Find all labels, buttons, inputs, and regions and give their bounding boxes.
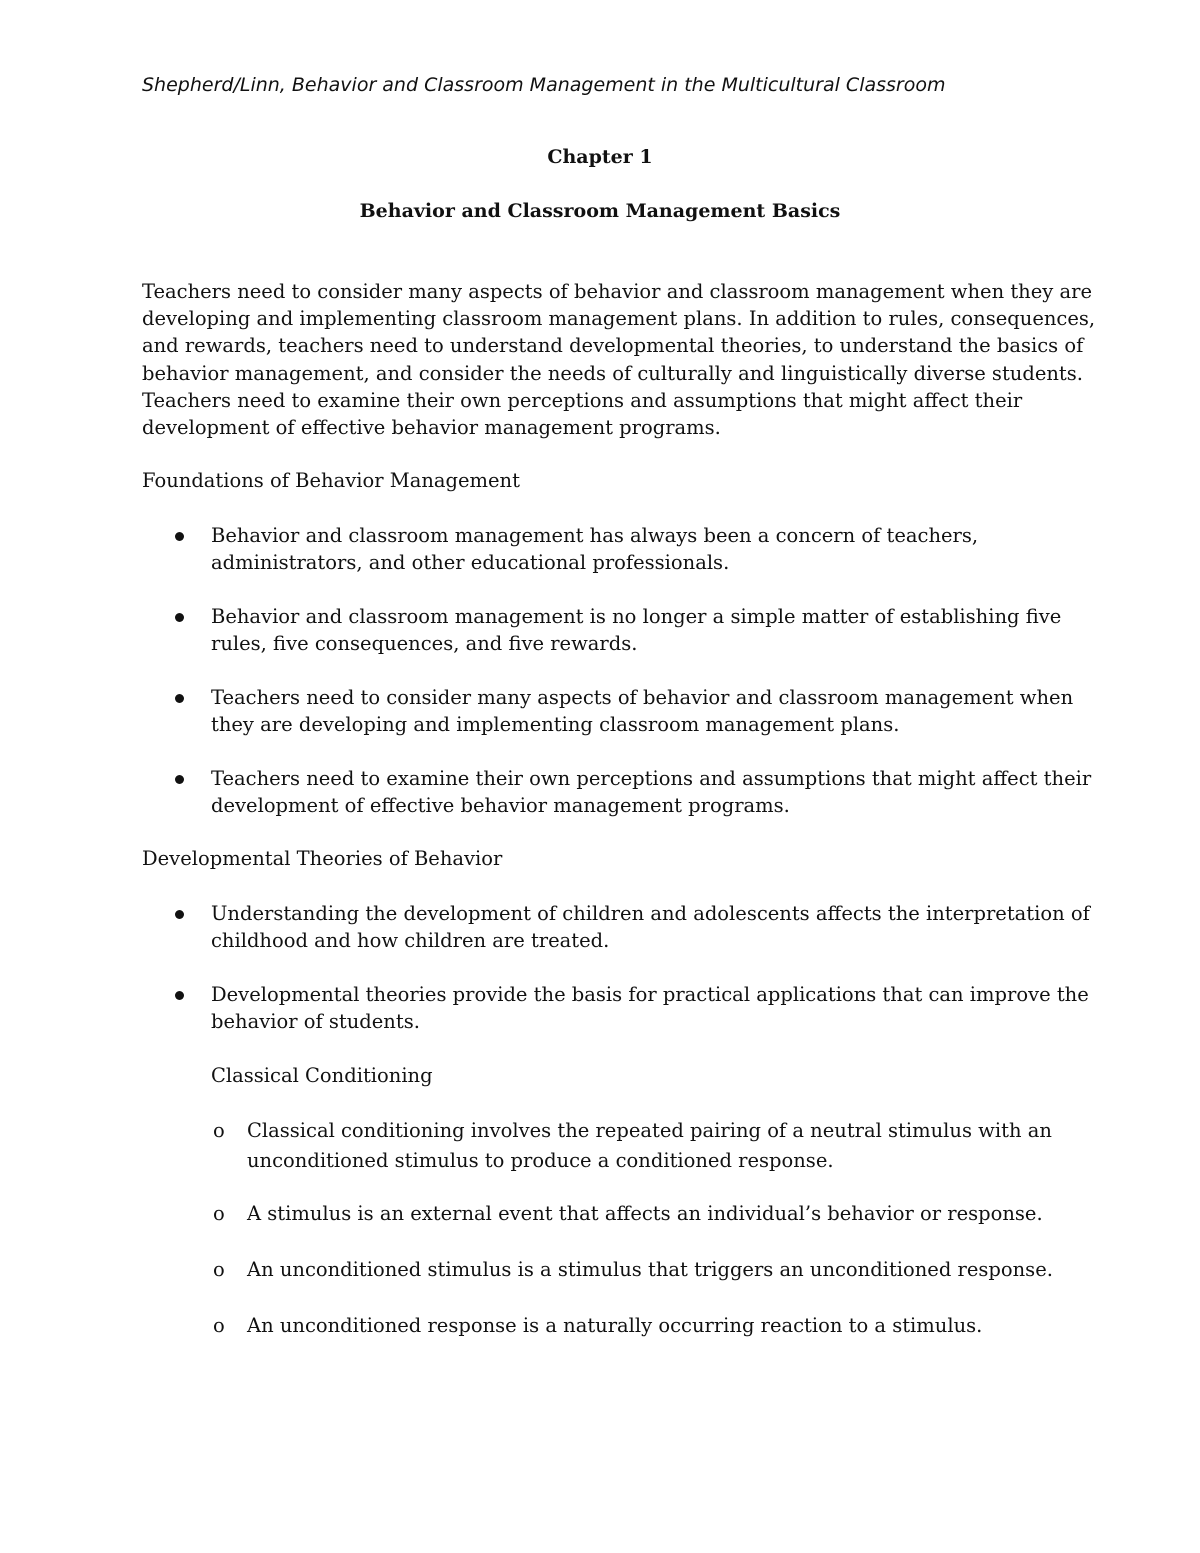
bullet-line: they are developing and implementing classroom management plans.: [211, 713, 900, 736]
sub-bullet-text: [247, 1199, 1043, 1229]
sub-bullet-line: An unconditioned response is a naturally occurring reaction to a stimulus.: [247, 1314, 983, 1337]
bullet-line: behavior of students.: [211, 1010, 420, 1033]
intro-line: Teachers need to consider many aspects of behavior and classroom management when they are: [142, 280, 1092, 303]
bullet-line: administrators, and other educational professionals.: [211, 551, 730, 574]
sub-bullet-line: Classical conditioning involves the repeated pairing of a neutral stimulus with an: [247, 1119, 1052, 1142]
chapter-title: Chapter 1: [547, 146, 653, 168]
bullet-text: [211, 765, 1091, 819]
intro-line: development of effective behavior management programs.: [142, 416, 721, 440]
bullet-line: Understanding the development of children and adolescents affects the interpretation of: [211, 902, 1090, 925]
bullet-text: [211, 981, 1089, 1035]
intro-paragraph: [142, 278, 1096, 441]
bullet-dot-icon: [175, 775, 184, 784]
bullet-text: [211, 900, 1090, 954]
circle-bullet-icon: o: [213, 1258, 225, 1281]
running-header: Shepherd/Linn, Behavior and Classroom Management in the Multicultural Classroom: [142, 74, 946, 96]
bullet-line: Teachers need to consider many aspects of behavior and classroom management when: [211, 686, 1074, 709]
bullet-dot-icon: [175, 532, 184, 541]
bullet-line: development of effective behavior management programs.: [211, 794, 790, 817]
bullet-line: rules, five consequences, and five rewards.: [211, 632, 638, 655]
circle-bullet-icon: o: [213, 1119, 225, 1142]
intro-line: developing and implementing classroom management plans. In addition to rules, consequences,: [142, 307, 1096, 331]
sub-bullet-text: [247, 1116, 1052, 1176]
sub-bullet-line: A stimulus is an external event that affects an individual’s behavior or response.: [247, 1202, 1043, 1225]
sub-bullet-line: An unconditioned stimulus is a stimulus that triggers an unconditioned response.: [247, 1258, 1053, 1281]
subsection-heading-classical-conditioning: Classical Conditioning: [211, 1064, 433, 1087]
bullet-line: Teachers need to examine their own perceptions and assumptions that might affect their: [211, 767, 1092, 790]
section-heading-developmental: Developmental Theories of Behavior: [142, 847, 503, 870]
bullet-text: [211, 684, 1073, 738]
circle-bullet-icon: o: [213, 1314, 225, 1337]
bullet-text: [211, 522, 978, 576]
bullet-line: Developmental theories provide the basis for practical applications that can improve the: [211, 983, 1089, 1006]
bullet-dot-icon: [175, 991, 184, 1000]
intro-line: and rewards, teachers need to understand developmental theories, to understand the basics of: [142, 334, 1084, 358]
bullet-line: Behavior and classroom management has always been a concern of teachers,: [211, 524, 979, 547]
bullet-dot-icon: [175, 613, 184, 622]
circle-bullet-icon: o: [213, 1202, 225, 1225]
sub-bullet-text: [247, 1255, 1053, 1285]
bullet-dot-icon: [175, 694, 184, 703]
chapter-subtitle: Behavior and Classroom Management Basics: [359, 200, 841, 222]
sub-bullet-text: [247, 1311, 982, 1341]
section-heading-foundations: Foundations of Behavior Management: [142, 469, 520, 492]
bullet-line: childhood and how children are treated.: [211, 929, 610, 952]
bullet-line: Behavior and classroom management is no longer a simple matter of establishing five: [211, 605, 1062, 628]
intro-line: behavior management, and consider the needs of culturally and linguistically diverse students.: [142, 361, 1083, 385]
intro-line: Teachers need to examine their own perceptions and assumptions that might affect their: [142, 388, 1023, 412]
bullet-text: [211, 603, 1061, 657]
bullet-dot-icon: [175, 910, 184, 919]
sub-bullet-line: unconditioned stimulus to produce a conditioned response.: [247, 1149, 834, 1172]
